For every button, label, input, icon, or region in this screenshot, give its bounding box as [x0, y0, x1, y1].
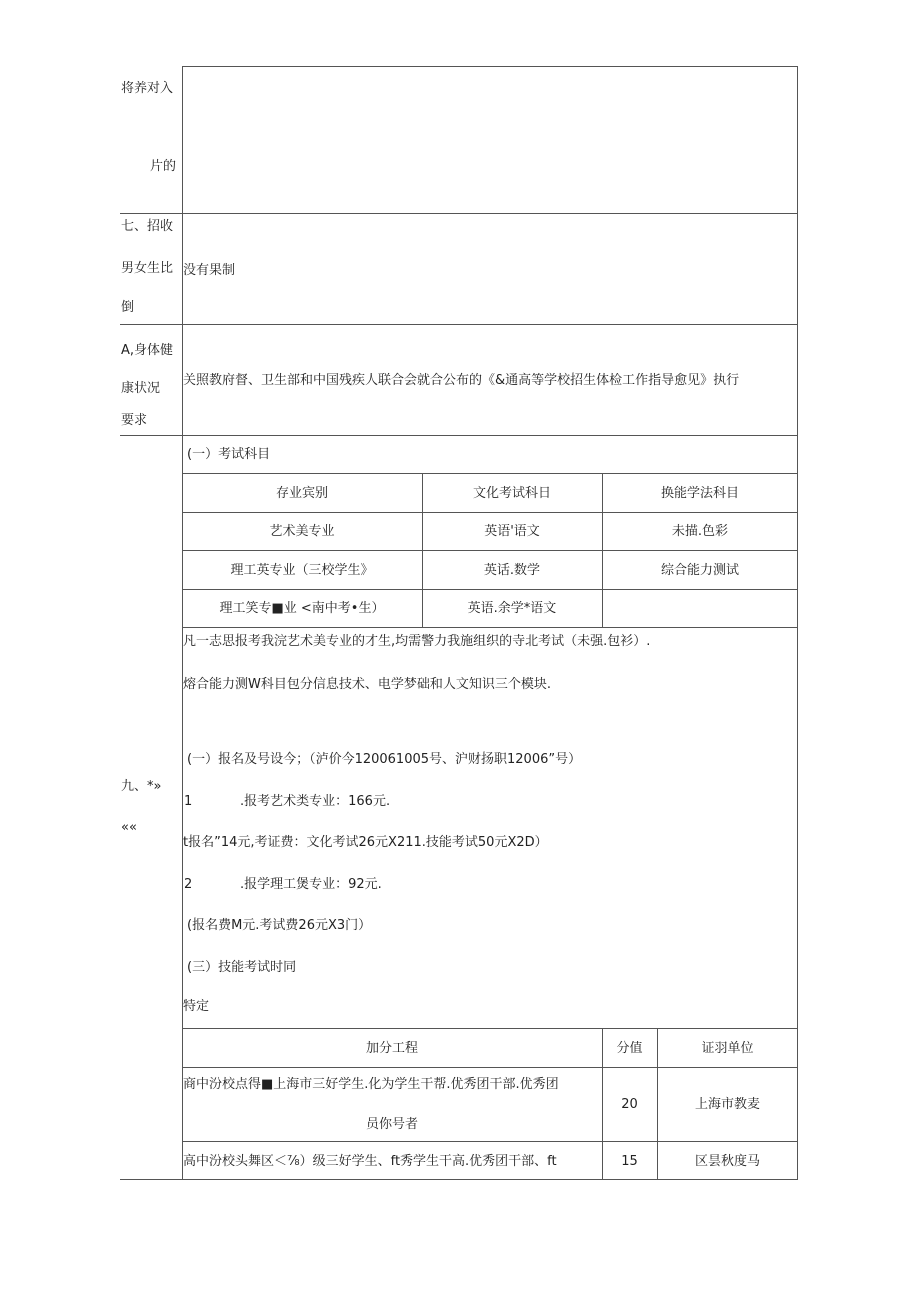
row-label-line: 七、招收: [121, 219, 174, 234]
bonus-header-cell: 加分工程: [365, 1041, 418, 1056]
row-divider-2: [120, 324, 798, 325]
bonus-unit: 上海市教麦: [694, 1097, 760, 1112]
row-divider-3: [120, 435, 798, 436]
special-label: 特定: [183, 999, 210, 1014]
bonus-score: 20: [621, 1097, 638, 1112]
bonus-header-cell: 分值: [616, 1041, 643, 1056]
exam-note: 熔合能力测W科目包分信息技术、电学梦础和人文知识三个模块.: [183, 677, 551, 692]
exam-header-cell: 换能学法科目: [660, 486, 739, 501]
bonus-unit: 区昙秋度马: [694, 1154, 760, 1169]
fee-item-number: 2: [184, 877, 193, 892]
bonus-item-text: 员你号者: [365, 1117, 418, 1132]
exam-section-title: (一）考试科目: [187, 447, 271, 462]
row-label-line: 康状况: [121, 381, 161, 396]
row-label-line: 将养对入: [121, 81, 174, 96]
fee-item-text: .报考艺术类专业：166元.: [240, 794, 391, 809]
exam-cell: 艺术美专业: [269, 524, 335, 539]
row-label-line: 倒: [121, 300, 135, 315]
exam-cell: 未描.色彩: [671, 524, 729, 539]
table-border-right: [797, 66, 798, 1180]
fee-item-number: 1: [184, 794, 193, 809]
row-label-line: 要求: [121, 413, 148, 428]
bonus-header-cell: 证羽单位: [701, 1041, 754, 1056]
table-border-bottom: [120, 1179, 798, 1180]
exam-cell: 理工英专业（三校学生》: [230, 563, 374, 578]
exam-header-cell: 文化考试科日: [472, 486, 551, 501]
bonus-score: 15: [621, 1154, 638, 1169]
exam-table-line: [182, 550, 798, 551]
skill-exam-time-title: (三）技能考试时同: [187, 960, 297, 975]
fee-item-detail: t报名”14元,考证费：文化考试26元X211.技能考试50元X2D）: [183, 835, 548, 850]
exam-table-line: [182, 589, 798, 590]
fee-item-detail: (报名费M元.考试费26元X3门）: [187, 918, 372, 933]
row-label-line: 片的: [150, 159, 177, 174]
row-label-line: A,身体健: [121, 343, 174, 358]
exam-header-cell: 存业宾别: [275, 486, 328, 501]
bonus-item-text: 高中汾校头舞区＜⅞）级三好学生、ft秀学生干高.优秀团干部、ft: [183, 1154, 557, 1169]
row-content-health-requirements: 关照教府督、卫生部和中国残疾人联合会就合公布的《&通高等学校招生体检工作指导愈见》执行: [183, 373, 740, 388]
row-label-line: ««: [121, 820, 137, 835]
row-divider-1: [120, 213, 798, 214]
exam-table-line: [182, 512, 798, 513]
bonus-table-line: [182, 1028, 798, 1029]
row-label-line: 九、*»: [121, 779, 162, 794]
bonus-table-line: [182, 1141, 798, 1142]
exam-cell: 英语'语文: [484, 524, 540, 539]
table-border-top: [182, 66, 798, 67]
bonus-item-text: 商中汾校点得■上海市三好学生.化为学生干帮.优秀团干部.优秀团: [183, 1077, 559, 1092]
fees-title: (一）报名及号设今；（泸价今120061005号、沪财扬职12006”号）: [187, 752, 582, 767]
exam-note: 凡一志思报考我浣艺术美专业的才生,均需警力我施组织的寺北考试（未强.包衫）.: [183, 634, 651, 649]
row-content-gender-ratio: 没有果制: [183, 263, 236, 278]
exam-table-line: [182, 473, 798, 474]
fee-item-text: .报学理工煲专业：92元.: [240, 877, 382, 892]
exam-cell: 综合能力测试: [660, 563, 739, 578]
exam-cell: 英语.余学*语文: [467, 601, 557, 616]
bonus-table-line: [182, 1067, 798, 1068]
exam-cell: 英话.数学: [483, 563, 541, 578]
row-label-line: 男女生比: [121, 261, 174, 276]
exam-table-line: [182, 627, 798, 628]
exam-cell: 理工笑专■业 <南中考•生）: [219, 601, 385, 616]
